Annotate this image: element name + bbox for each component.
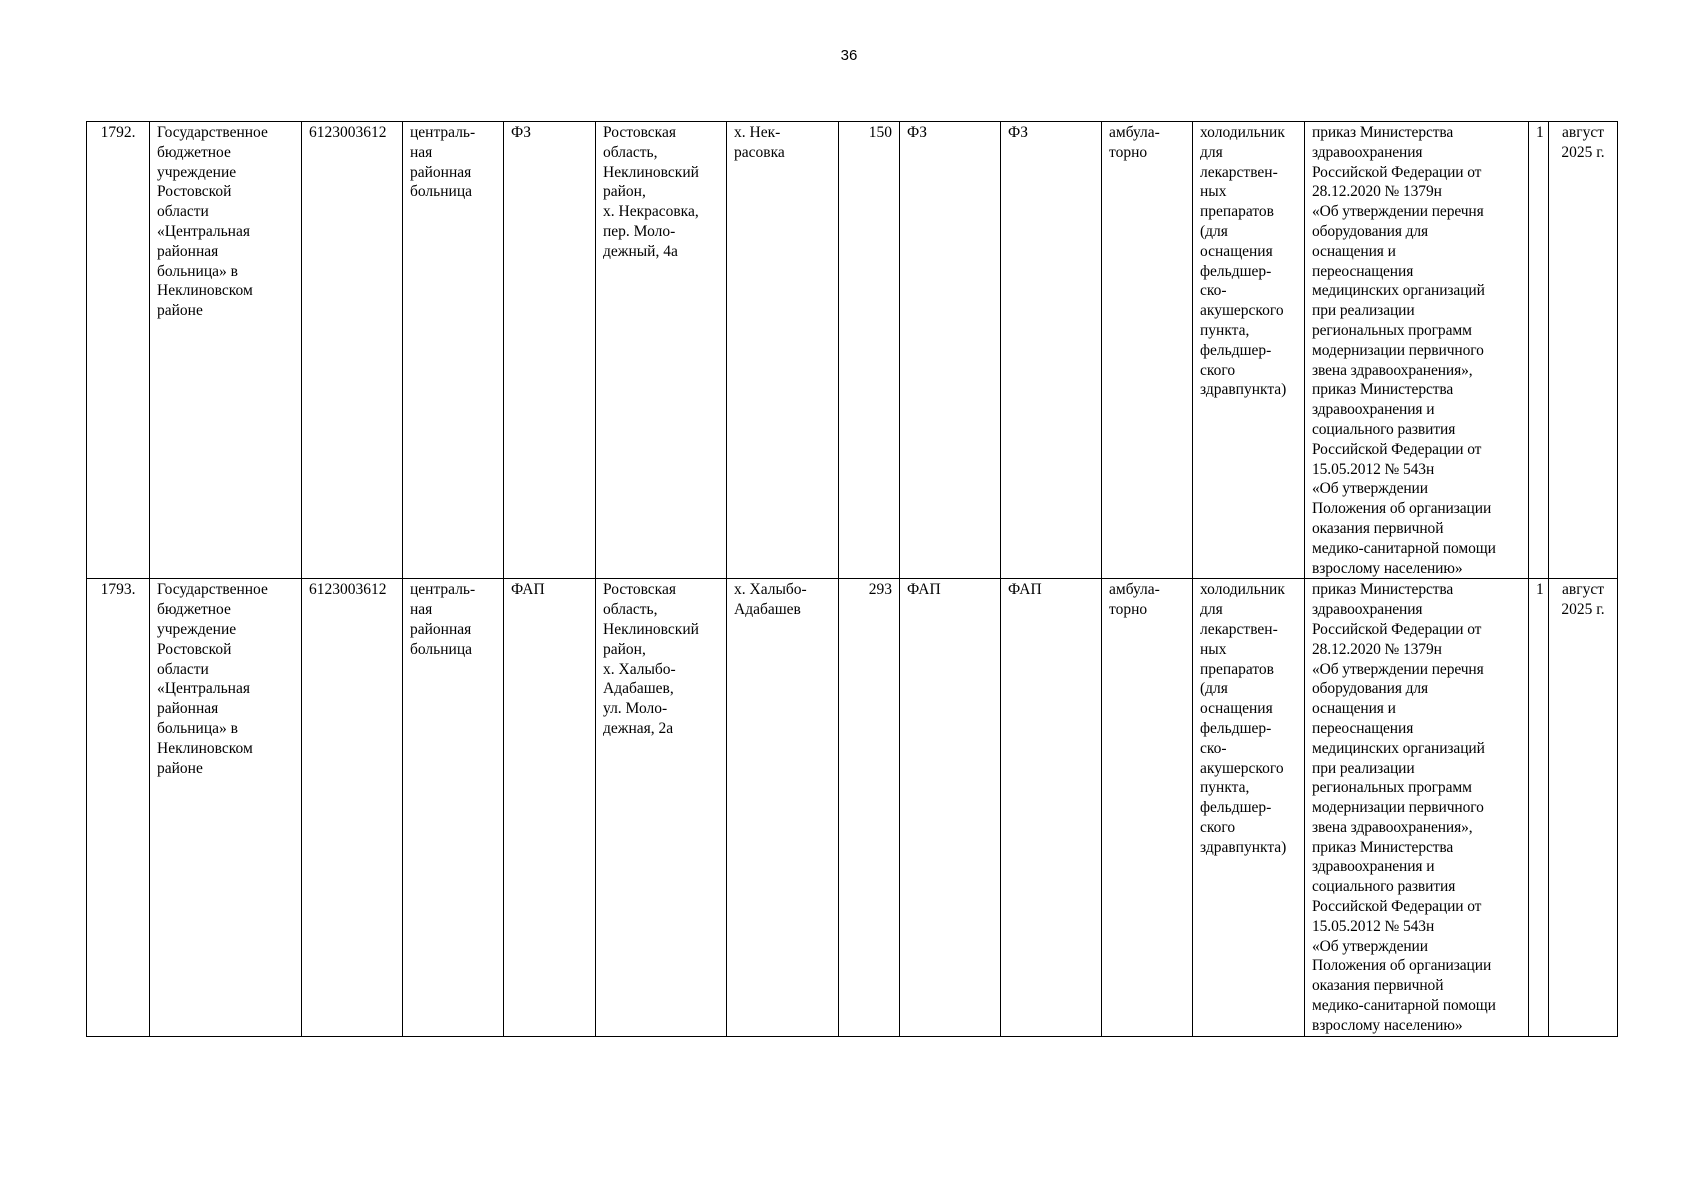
population-cell: 150 [839, 122, 900, 579]
regulation-cell: приказ Министерства здравоохранения Российской Федерации от 28.12.2020 № 1379н «Об утверждении перечня оборудования для оснащения и переоснащения медицинских организаций при реализации региональных программ модернизации первичного звена здравоохранения», приказ Министерства здравоохранения и социального развития Российской Федерации от 15.05.2012 № 543н «Об утверждении Положения об организации оказания первичной медико-санитарной помощи взрослому населению» [1305, 579, 1529, 1036]
register-table [86, 121, 1618, 1037]
address-cell: Ростовская область, Неклиновский район, х. Некрасовка, пер. Моло- дежный, 4а [596, 122, 727, 579]
organization-type-cell: централь- ная районная больница [403, 122, 504, 579]
care-conditions-cell: амбула- торно [1102, 579, 1193, 1036]
delivery-date-cell: август 2025 г. [1549, 122, 1618, 579]
planned-unit-cell: ФАП [1001, 579, 1102, 1036]
care-conditions-cell: амбула- торно [1102, 122, 1193, 579]
delivery-date-cell: август 2025 г. [1549, 579, 1618, 1036]
organization-cell: Государственное бюджетное учреждение Ростовской области «Центральная районная больница» в Неклиновском районе [150, 579, 302, 1036]
equipment-cell: холодильник для лекарствен- ных препаратов (для оснащения фельдшер- ско- акушерского пункта, фельдшер- ского здравпункта) [1193, 579, 1305, 1036]
regulation-cell: приказ Министерства здравоохранения Российской Федерации от 28.12.2020 № 1379н «Об утверждении перечня оборудования для оснащения и переоснащения медицинских организаций при реализации региональных программ модернизации первичного звена здравоохранения», приказ Министерства здравоохранения и социального развития Российской Федерации от 15.05.2012 № 543н «Об утверждении Положения об организации оказания первичной медико-санитарной помощи взрослому населению» [1305, 122, 1529, 579]
settlement-cell: х. Нек- расовка [727, 122, 839, 579]
population-cell: 293 [839, 579, 900, 1036]
address-cell: Ростовская область, Неклиновский район, х. Халыбо- Адабашев, ул. Моло- дежная, 2а [596, 579, 727, 1036]
page-number: 36 [840, 47, 858, 64]
inn-cell: 6123003612 [302, 579, 403, 1036]
quantity-cell: 1 [1529, 122, 1549, 579]
organization-type-cell: централь- ная районная больница [403, 579, 504, 1036]
table-row [87, 122, 1618, 579]
planned-unit-cell: ФЗ [1001, 122, 1102, 579]
row-number-cell: 1792. [87, 122, 150, 579]
organization-cell: Государственное бюджетное учреждение Ростовской области «Центральная районная больница» в Неклиновском районе [150, 122, 302, 579]
current-unit-cell: ФАП [900, 579, 1001, 1036]
unit-cell: ФАП [504, 579, 596, 1036]
current-unit-cell: ФЗ [900, 122, 1001, 579]
unit-cell: ФЗ [504, 122, 596, 579]
inn-cell: 6123003612 [302, 122, 403, 579]
table-row [87, 579, 1618, 1036]
settlement-cell: х. Халыбо- Адабашев [727, 579, 839, 1036]
row-number-cell: 1793. [87, 579, 150, 1036]
quantity-cell: 1 [1529, 579, 1549, 1036]
equipment-cell: холодильник для лекарствен- ных препаратов (для оснащения фельдшер- ско- акушерского пункта, фельдшер- ского здравпункта) [1193, 122, 1305, 579]
